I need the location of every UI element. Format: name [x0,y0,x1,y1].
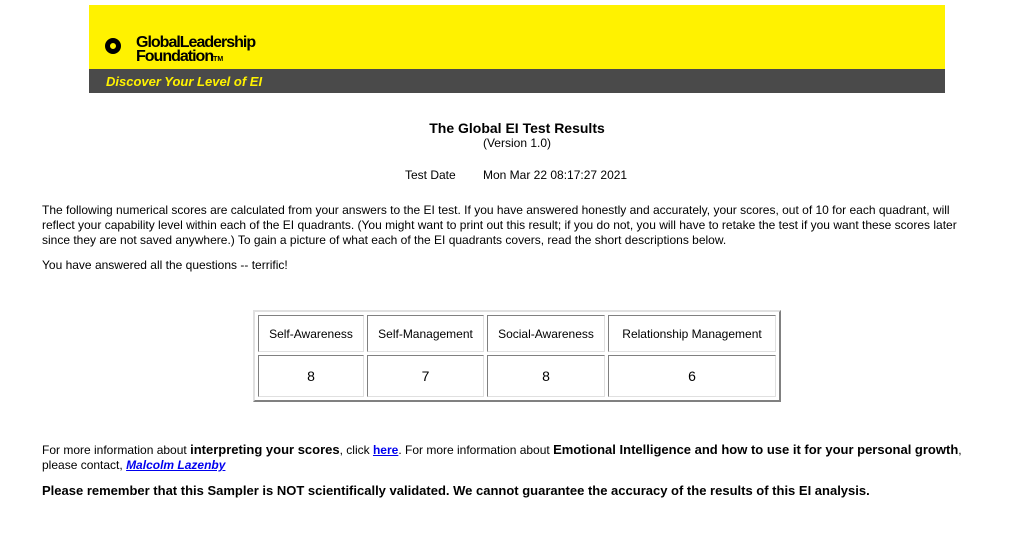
tagline: Discover Your Level of EI [106,74,263,89]
score-self-management: 7 [367,355,484,397]
test-date-label: Test Date [405,168,456,182]
header-relationship-management: Relationship Management [608,315,776,352]
logo-line1: GlobalLeadership [136,34,256,51]
logo[interactable] [136,36,255,67]
scores-header-row [258,315,776,352]
tagline-bar [89,69,945,93]
more-info-bold-1: interpreting your scores [190,442,340,457]
scores-table [253,310,781,402]
more-info-text-4: , please contact, [42,443,962,472]
intro-paragraph: The following numerical scores are calculated from your answers to the EI test. If you have answered honestly and accurately, your scores, out of 10 for each quadrant, will reflect your capability level within each of the EI quadrants. (You might want to print out this result; if you do not, you will have to retake the test if you want these scores later since they are not saved anywhere.) To gain a picture of what each of the EI quadrants covers, read the short descriptions below. [42,203,957,247]
answered-message: You have answered all the questions -- terrific! [42,258,288,272]
more-info-text-1: For more information about [42,443,191,457]
more-info-text-3: . For more information about [398,443,554,457]
here-link[interactable]: here [372,443,399,457]
contact-link[interactable]: Malcolm Lazenby [126,458,226,472]
logo-bar [89,5,945,69]
logo-line2: Foundation [136,48,214,65]
scores-value-row [258,355,776,397]
disclaimer: Please remember that this Sampler is NOT scientifically validated. We cannot guarantee the accuracy of the results of this EI analysis. [42,483,870,498]
header-self-management: Self-Management [367,315,484,352]
score-self-awareness: 8 [258,355,364,397]
more-info-text-2: , click [339,443,373,457]
header-self-awareness: Self-Awareness [258,315,364,352]
test-date-value: Mon Mar 22 08:17:27 2021 [483,168,628,182]
version-label: (Version 1.0) [482,136,552,150]
logo-circle-icon [105,38,121,54]
logo-trademark: TM [213,56,224,63]
more-info-bold-2: Emotional Intelligence and how to use it for your personal growth [553,442,959,457]
more-info-paragraph [42,442,977,473]
header-social-awareness: Social-Awareness [487,315,605,352]
page-title: The Global EI Test Results [429,120,605,136]
header-banner [89,5,945,93]
score-social-awareness: 8 [487,355,605,397]
score-relationship-management: 6 [608,355,776,397]
